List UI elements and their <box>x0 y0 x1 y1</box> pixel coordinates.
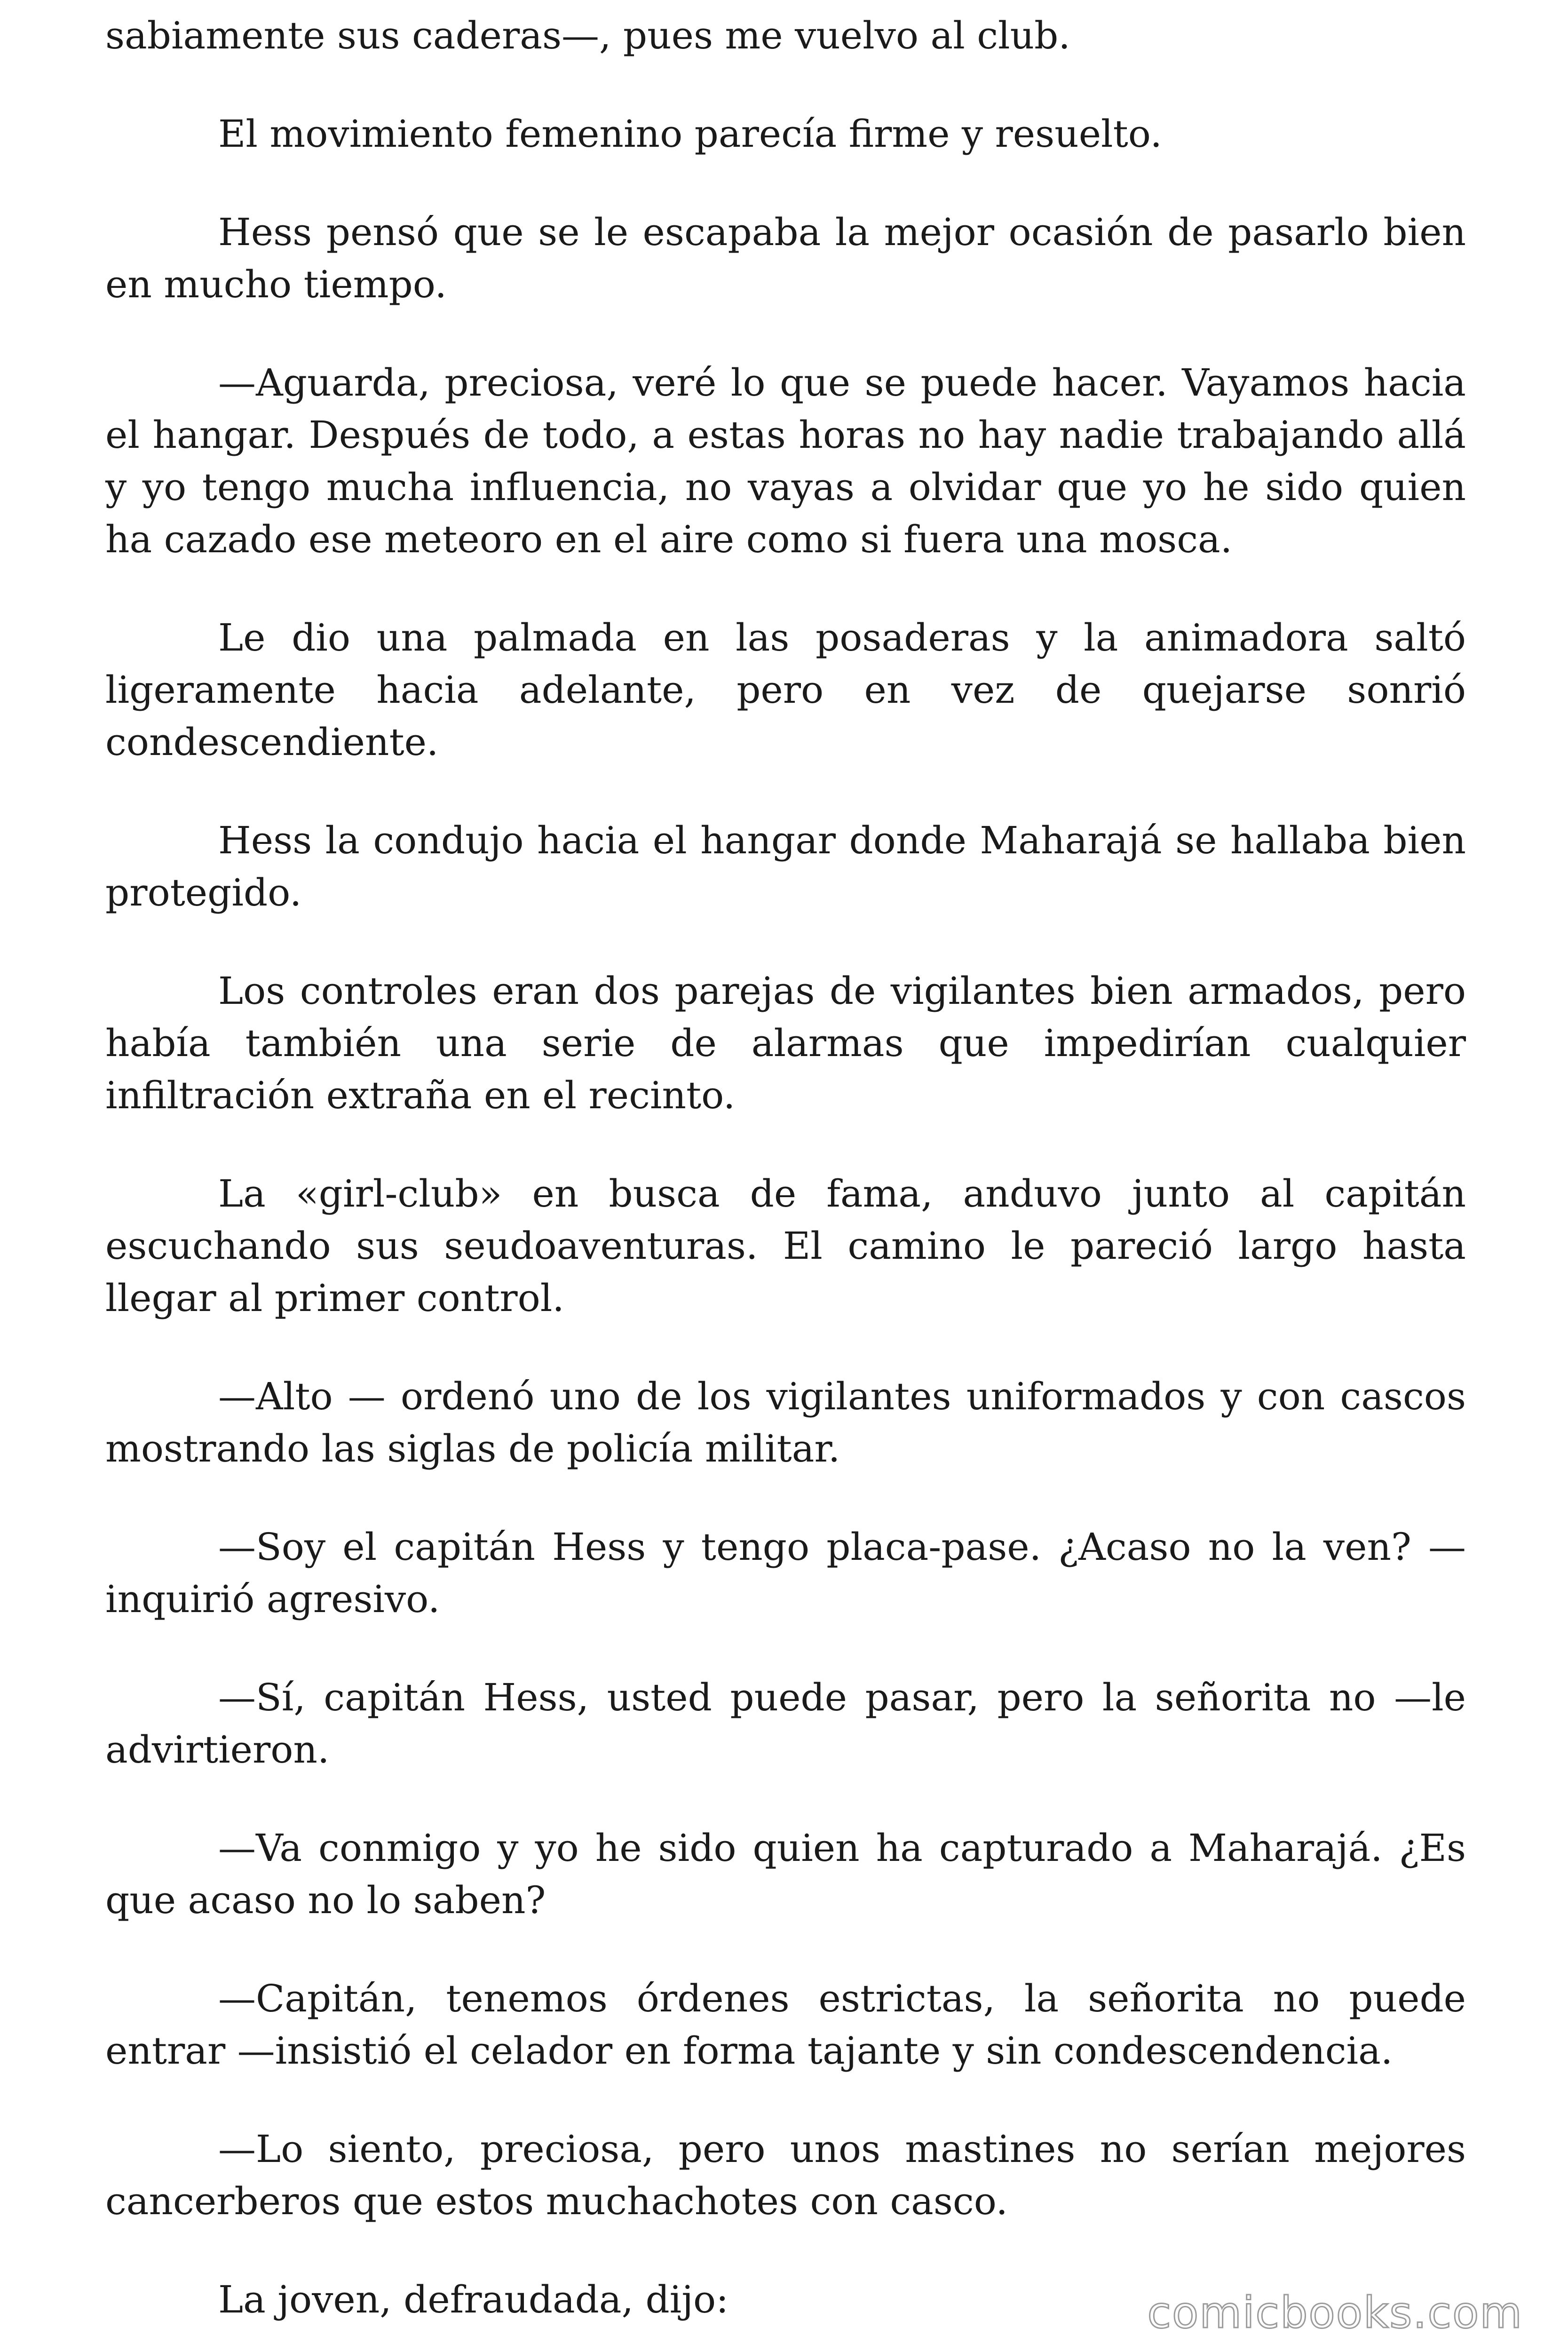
paragraph: La joven, defraudada, dijo: <box>218 2278 729 2321</box>
paragraph: —Capitán, tenemos órdenes estrictas, la señorita no puede entrar —insistió el celador en forma tajante y sin condescendencia. <box>105 1977 1466 2073</box>
paragraph: —Soy el capitán Hess y tengo placa-pase. ¿Acaso no la ven? —inquirió agresivo. <box>105 1525 1466 1621</box>
paragraph: —Alto — ordenó uno de los vigilantes uniformados y con cascos mostrando las siglas de policía militar. <box>105 1375 1466 1470</box>
paragraph: La «girl-club» en busca de fama, anduvo junto al capitán escuchando sus seudoaventuras. El camino le pareció largo hasta llegar al primer control. <box>105 1172 1466 1320</box>
paragraph: —Aguarda, preciosa, veré lo que se puede hacer. Vayamos hacia el hangar. Después de todo, a estas horas no hay nadie trabajando allá y yo tengo mucha influencia, no vayas a olvidar que yo he sido quien ha cazado ese meteoro en el aire como si fuera una mosca. <box>105 361 1466 561</box>
paragraph: —Sí, capitán Hess, usted puede pasar, pero la señorita no —le advirtieron. <box>105 1676 1466 1772</box>
paragraph: El movimiento femenino parecía firme y resuelto. <box>218 112 1162 156</box>
paragraph: —Lo siento, preciosa, pero unos mastines no serían mejores cancerberos que estos muchachotes con casco. <box>105 2127 1466 2223</box>
paragraph: —Va conmigo y yo he sido quien ha capturado a Maharajá. ¿Es que acaso no lo saben? <box>105 1826 1466 1922</box>
watermark-logo: comicbooks.com <box>1147 2288 1523 2338</box>
paragraph: sabiamente sus caderas—, pues me vuelvo al club. <box>105 14 1070 57</box>
paragraph: Hess pensó que se le escapaba la mejor ocasión de pasarlo bien en mucho tiempo. <box>105 210 1466 306</box>
paragraph: Los controles eran dos parejas de vigilantes bien armados, pero había también una serie de alarmas que impedirían cualquier infiltración extraña en el recinto. <box>105 969 1466 1117</box>
paragraph: Le dio una palmada en las posaderas y la animadora saltó ligeramente hacia adelante, pero en vez de quejarse sonrió condescendiente. <box>105 616 1466 764</box>
paragraph: Hess la condujo hacia el hangar donde Maharajá se hallaba bien protegido. <box>105 818 1466 914</box>
